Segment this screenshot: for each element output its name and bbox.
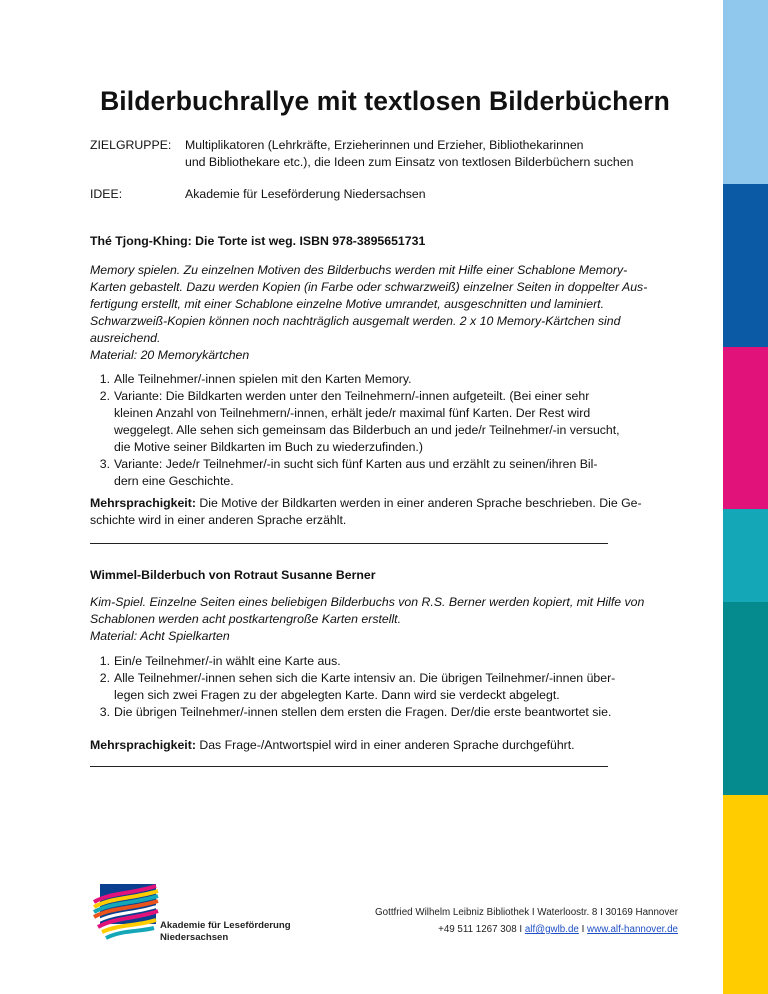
list-number: 1. xyxy=(99,654,110,668)
material-line: Material: 20 Memorykärtchen xyxy=(90,348,250,362)
intro-line: Schwarzweiß-Kopien können noch nachträglich ausgemalt werden. 2 x 10 Memory-Kärtchen sind xyxy=(90,314,621,328)
list-item-line: dern eine Geschichte. xyxy=(114,474,234,488)
intro-line: Memory spielen. Zu einzelnen Motiven des Bilderbuchs werden mit Hilfe einer Schablone Memory- xyxy=(90,263,628,277)
target-group-label: ZIELGRUPPE: xyxy=(90,138,172,152)
intro-line: fertigung erstellt, mit einer Schablone einzelne Motive umrandet, ausgeschnitten und laminiert. xyxy=(90,297,605,311)
footer-separator: I xyxy=(578,924,588,935)
multilingual-text: Das Frage-/Antwortspiel wird in einer anderen Sprache durchgeführt. xyxy=(195,738,575,752)
stripe-light-blue xyxy=(723,0,768,184)
list-item-line: weggelegt. Alle sehen sich gemeinsam das Bilderbuch an und jede/r Teilnehmer/-in versucht, xyxy=(114,423,620,437)
stripe-yellow xyxy=(723,795,768,994)
section-divider xyxy=(90,766,608,767)
footer-address-line: Gottfried Wilhelm Leibniz Bibliothek I Waterloostr. 8 I 30169 Hannover xyxy=(375,907,678,918)
multilingual-line xyxy=(90,737,680,754)
material-line: Material: Acht Spielkarten xyxy=(90,629,230,643)
list-item-line: Ein/e Teilnehmer/-in wählt eine Karte aus. xyxy=(114,654,341,668)
list-number: 3. xyxy=(99,705,110,719)
list-number: 2. xyxy=(99,389,110,403)
list-item-line: Alle Teilnehmer/-innen spielen mit den Karten Memory. xyxy=(114,372,412,386)
page-title: Bilderbuchrallye mit textlosen Bilderbüchern xyxy=(100,86,670,116)
multilingual-text: Die Motive der Bildkarten werden in einer anderen Sprache beschrieben. Die Ge- xyxy=(195,496,642,510)
section-heading: Thé Tjong-Khing: Die Torte ist weg. ISBN 978-3895651731 xyxy=(90,234,426,248)
list-item xyxy=(90,456,680,490)
email-link[interactable]: alf@gwlb.de xyxy=(524,924,579,935)
list-item-line: Die übrigen Teilnehmer/-innen stellen dem ersten die Fragen. Der/die erste beantwortet sie. xyxy=(114,705,612,719)
steps-list xyxy=(90,371,680,490)
stripe-magenta xyxy=(723,347,768,509)
list-item-line: Variante: Die Bildkarten werden unter den Teilnehmern/-innen aufgeteilt. (Bei einer sehr xyxy=(114,389,590,403)
book-stripes-logo-icon xyxy=(92,880,166,950)
list-item-line: kleinen Anzahl von Teilnehmern/-innen, erhält jede/r maximal fünf Karten. Der Rest wird xyxy=(114,406,591,420)
multilingual-line: schichte wird in einer anderen Sprache erzählt. xyxy=(90,513,347,527)
target-group-line: und Bibliothekare etc.), die Ideen zum Einsatz von textlosen Bilderbüchern suchen xyxy=(185,155,634,169)
multilingual-label: Mehrsprachigkeit: xyxy=(90,738,196,752)
target-group-value xyxy=(185,137,685,171)
list-item xyxy=(90,388,680,456)
list-item xyxy=(90,670,680,704)
footer-contact-line xyxy=(375,921,678,938)
logo-line: Niedersachsen xyxy=(160,932,229,943)
logo-line: Akademie für Leseförderung xyxy=(160,920,291,931)
logo-text xyxy=(160,920,291,944)
list-number: 3. xyxy=(99,457,110,471)
section-heading: Wimmel-Bilderbuch von Rotraut Susanne Berner xyxy=(90,568,376,582)
multilingual-label: Mehrsprachigkeit: xyxy=(90,496,196,510)
idea-value: Akademie für Leseförderung Niedersachsen xyxy=(185,187,426,201)
section-intro xyxy=(90,594,680,645)
stripe-teal xyxy=(723,602,768,795)
section-intro xyxy=(90,262,680,364)
list-number: 2. xyxy=(99,671,110,685)
intro-line: Karten gebastelt. Dazu werden Kopien (in Farbe oder schwarzweiß) einzelner Seiten in doppelter Aus- xyxy=(90,280,648,294)
list-item xyxy=(90,704,680,721)
list-item xyxy=(90,653,680,670)
target-group-row xyxy=(90,137,680,171)
footer-address xyxy=(375,904,678,938)
stripe-cyan xyxy=(723,509,768,602)
target-group-line: Multiplikatoren (Lehrkräfte, Erzieherinnen und Erzieher, Bibliothekarinnen xyxy=(185,138,584,152)
decorative-color-stripe xyxy=(723,0,768,994)
stripe-dark-blue xyxy=(723,184,768,347)
list-item-line: die Motive seiner Bildkarten im Buch zu wiederzufinden.) xyxy=(114,440,423,454)
intro-line: Schablonen werden acht postkartengroße Karten erstellt. xyxy=(90,612,402,626)
footer-phone: +49 511 1267 308 I xyxy=(438,924,525,935)
list-item xyxy=(90,371,680,388)
steps-list xyxy=(90,653,680,721)
list-number: 1. xyxy=(99,372,110,386)
academy-logo xyxy=(92,880,292,950)
intro-line: ausreichend. xyxy=(90,331,161,345)
multilingual-note xyxy=(90,495,680,529)
list-item-line: legen sich zwei Fragen zu der abgelegten Karte. Dann wird sie verdeckt abgelegt. xyxy=(114,688,560,702)
website-link[interactable]: www.alf-hannover.de xyxy=(587,924,678,935)
multilingual-line xyxy=(90,495,680,512)
list-item-line: Alle Teilnehmer/-innen sehen sich die Karte intensiv an. Die übrigen Teilnehmer/-innen über- xyxy=(114,671,616,685)
section-divider xyxy=(90,543,608,544)
intro-line: Kim-Spiel. Einzelne Seiten eines beliebigen Bilderbuchs von R.S. Berner werden kopiert, mit Hilfe von xyxy=(90,595,645,609)
idea-row xyxy=(90,186,680,203)
idea-label: IDEE: xyxy=(90,187,123,201)
list-item-line: Variante: Jede/r Teilnehmer/-in sucht sich fünf Karten aus und erzählt zu seinen/ihren Bil- xyxy=(114,457,598,471)
multilingual-note xyxy=(90,737,680,754)
